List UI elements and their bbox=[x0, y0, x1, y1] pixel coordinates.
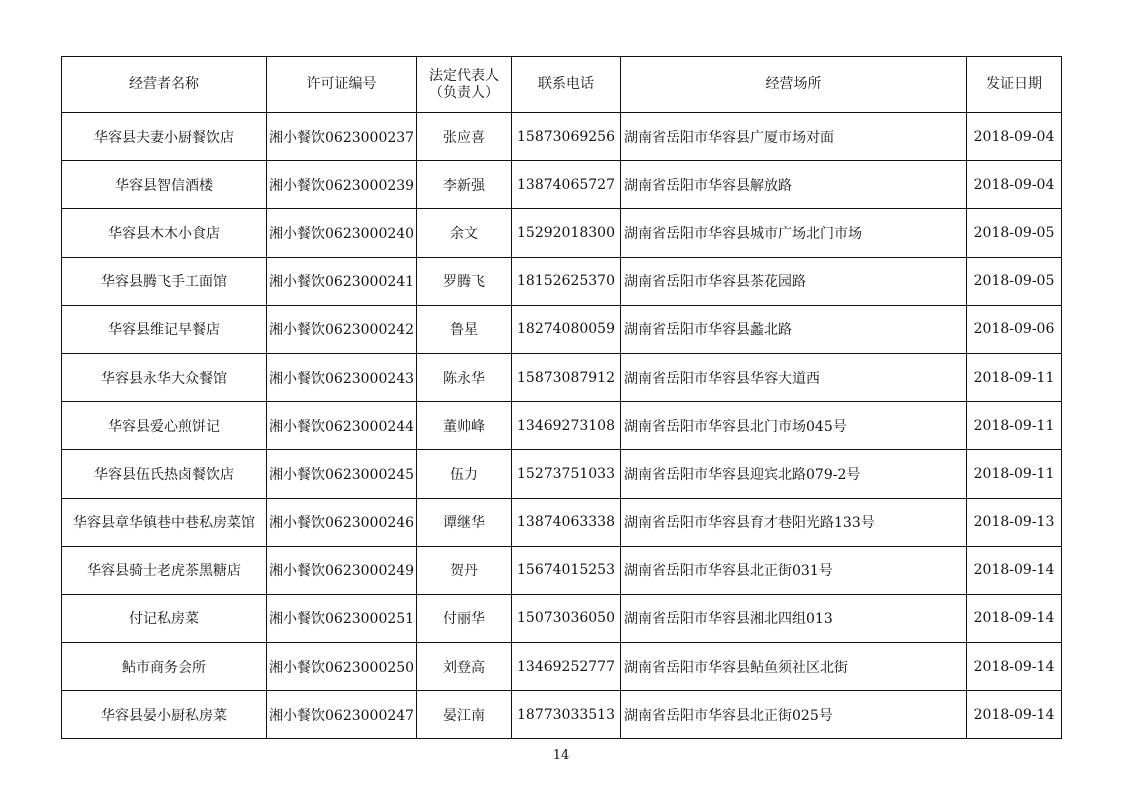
cell-license: 湘小餐饮0623000251 bbox=[267, 594, 417, 642]
header-rep-line1: 法定代表人 bbox=[429, 67, 499, 84]
cell-rep: 陈永华 bbox=[417, 353, 512, 401]
cell-rep: 伍力 bbox=[417, 450, 512, 498]
cell-address: 湖南省岳阳市华容县解放路 bbox=[621, 161, 967, 209]
header-name: 经营者名称 bbox=[62, 57, 267, 113]
cell-phone: 15873087912 bbox=[512, 353, 621, 401]
cell-name: 华容县夫妻小厨餐饮店 bbox=[62, 113, 267, 161]
cell-date: 2018-09-14 bbox=[967, 643, 1062, 691]
cell-phone: 15273751033 bbox=[512, 450, 621, 498]
cell-name: 华容县章华镇巷中巷私房菜馆 bbox=[62, 498, 267, 546]
cell-phone: 18274080059 bbox=[512, 305, 621, 353]
cell-date: 2018-09-14 bbox=[967, 594, 1062, 642]
cell-date: 2018-09-11 bbox=[967, 402, 1062, 450]
cell-address: 湖南省岳阳市华容县广厦市场对面 bbox=[621, 113, 967, 161]
cell-name: 华容县永华大众餐馆 bbox=[62, 353, 267, 401]
cell-address: 湖南省岳阳市华容县迎宾北路079-2号 bbox=[621, 450, 967, 498]
cell-phone: 15873069256 bbox=[512, 113, 621, 161]
cell-date: 2018-09-11 bbox=[967, 450, 1062, 498]
cell-date: 2018-09-04 bbox=[967, 113, 1062, 161]
cell-license: 湘小餐饮0623000247 bbox=[267, 691, 417, 739]
cell-license: 湘小餐饮0623000245 bbox=[267, 450, 417, 498]
cell-address: 湖南省岳阳市华容县鲇鱼须社区北街 bbox=[621, 643, 967, 691]
cell-address: 湖南省岳阳市华容县北正街025号 bbox=[621, 691, 967, 739]
cell-address: 湖南省岳阳市华容县华容大道西 bbox=[621, 353, 967, 401]
table-row bbox=[62, 594, 1062, 642]
cell-license: 湘小餐饮0623000243 bbox=[267, 353, 417, 401]
cell-rep: 李新强 bbox=[417, 161, 512, 209]
cell-date: 2018-09-04 bbox=[967, 161, 1062, 209]
cell-license: 湘小餐饮0623000246 bbox=[267, 498, 417, 546]
cell-name: 华容县智信酒楼 bbox=[62, 161, 267, 209]
cell-phone: 13469273108 bbox=[512, 402, 621, 450]
license-table bbox=[61, 56, 1062, 739]
cell-phone: 15292018300 bbox=[512, 209, 621, 257]
table-row bbox=[62, 643, 1062, 691]
cell-license: 湘小餐饮0623000249 bbox=[267, 546, 417, 594]
cell-name: 华容县木木小食店 bbox=[62, 209, 267, 257]
cell-phone: 13469252777 bbox=[512, 643, 621, 691]
cell-name: 华容县维记早餐店 bbox=[62, 305, 267, 353]
table-row bbox=[62, 209, 1062, 257]
cell-date: 2018-09-05 bbox=[967, 257, 1062, 305]
header-rep bbox=[417, 57, 512, 113]
cell-name: 华容县伍氏热卤餐饮店 bbox=[62, 450, 267, 498]
cell-rep: 谭继华 bbox=[417, 498, 512, 546]
cell-rep: 晏江南 bbox=[417, 691, 512, 739]
cell-date: 2018-09-13 bbox=[967, 498, 1062, 546]
cell-name: 华容县骑士老虎茶黑糖店 bbox=[62, 546, 267, 594]
cell-date: 2018-09-11 bbox=[967, 353, 1062, 401]
table-row bbox=[62, 305, 1062, 353]
table-row bbox=[62, 450, 1062, 498]
cell-address: 湖南省岳阳市华容县育才巷阳光路133号 bbox=[621, 498, 967, 546]
cell-rep: 董帅峰 bbox=[417, 402, 512, 450]
header-rep-line2: （负责人） bbox=[429, 84, 499, 101]
cell-name: 鲇市商务会所 bbox=[62, 643, 267, 691]
cell-rep: 罗腾飞 bbox=[417, 257, 512, 305]
table-row bbox=[62, 691, 1062, 739]
cell-phone: 15674015253 bbox=[512, 546, 621, 594]
cell-license: 湘小餐饮0623000240 bbox=[267, 209, 417, 257]
cell-phone: 13874063338 bbox=[512, 498, 621, 546]
cell-license: 湘小餐饮0623000237 bbox=[267, 113, 417, 161]
table-row bbox=[62, 353, 1062, 401]
page-number: 14 bbox=[552, 748, 570, 763]
cell-address: 湖南省岳阳市华容县城市广场北门市场 bbox=[621, 209, 967, 257]
cell-date: 2018-09-14 bbox=[967, 691, 1062, 739]
cell-phone: 18152625370 bbox=[512, 257, 621, 305]
table-body bbox=[62, 113, 1062, 739]
table-row bbox=[62, 113, 1062, 161]
cell-date: 2018-09-05 bbox=[967, 209, 1062, 257]
cell-address: 湖南省岳阳市华容县蠡北路 bbox=[621, 305, 967, 353]
cell-rep: 刘登高 bbox=[417, 643, 512, 691]
cell-name: 华容县爱心煎饼记 bbox=[62, 402, 267, 450]
cell-rep: 余文 bbox=[417, 209, 512, 257]
table-row bbox=[62, 161, 1062, 209]
cell-date: 2018-09-14 bbox=[967, 546, 1062, 594]
table-row bbox=[62, 402, 1062, 450]
cell-rep: 鲁星 bbox=[417, 305, 512, 353]
cell-rep: 张应喜 bbox=[417, 113, 512, 161]
cell-rep: 贺丹 bbox=[417, 546, 512, 594]
cell-address: 湖南省岳阳市华容县茶花园路 bbox=[621, 257, 967, 305]
table-row bbox=[62, 546, 1062, 594]
cell-license: 湘小餐饮0623000241 bbox=[267, 257, 417, 305]
header-phone: 联系电话 bbox=[512, 57, 621, 113]
cell-license: 湘小餐饮0623000239 bbox=[267, 161, 417, 209]
table-row bbox=[62, 257, 1062, 305]
cell-address: 湖南省岳阳市华容县湘北四组013 bbox=[621, 594, 967, 642]
header-date: 发证日期 bbox=[967, 57, 1062, 113]
cell-phone: 15073036050 bbox=[512, 594, 621, 642]
cell-rep: 付丽华 bbox=[417, 594, 512, 642]
cell-phone: 13874065727 bbox=[512, 161, 621, 209]
cell-phone: 18773033513 bbox=[512, 691, 621, 739]
cell-license: 湘小餐饮0623000244 bbox=[267, 402, 417, 450]
header-address: 经营场所 bbox=[621, 57, 967, 113]
cell-name: 华容县腾飞手工面馆 bbox=[62, 257, 267, 305]
header-row bbox=[62, 57, 1062, 113]
cell-license: 湘小餐饮0623000242 bbox=[267, 305, 417, 353]
table-row bbox=[62, 498, 1062, 546]
header-license: 许可证编号 bbox=[267, 57, 417, 113]
cell-address: 湖南省岳阳市华容县北正街031号 bbox=[621, 546, 967, 594]
cell-name: 华容县晏小厨私房菜 bbox=[62, 691, 267, 739]
cell-name: 付记私房菜 bbox=[62, 594, 267, 642]
table-header bbox=[62, 57, 1062, 113]
cell-license: 湘小餐饮0623000250 bbox=[267, 643, 417, 691]
cell-address: 湖南省岳阳市华容县北门市场045号 bbox=[621, 402, 967, 450]
cell-date: 2018-09-06 bbox=[967, 305, 1062, 353]
